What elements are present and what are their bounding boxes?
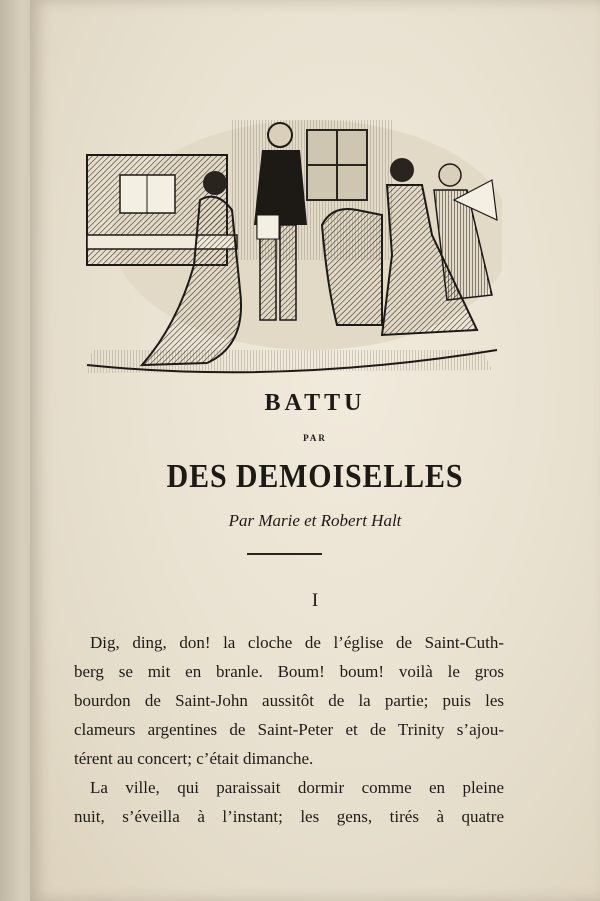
author-line: Par Marie et Robert Halt [228,511,402,530]
text-line: bourdon de Saint-John aussitôt de la partie; puis les [74,691,504,710]
paragraph-1 [74,628,504,773]
title-main: DES DEMOISELLES [166,458,464,495]
body-text [74,628,504,831]
text-line: térent au concert; c’était dimanche. [74,749,314,768]
text-line: La ville, qui paraissait dormir comme en pleine [90,778,504,797]
title-top: BATTU [264,390,366,416]
chapter-number: I [311,590,319,611]
text-line: Dig, ding, don! la cloche de l’église de Saint-Cuth- [90,633,504,652]
title-divider [247,553,322,555]
text-line: clameurs argentines de Saint-Peter et de Trinity s’ajou- [74,720,504,739]
book-page [30,0,600,901]
title-connector: PAR [303,433,327,443]
engraving-illustration [82,115,502,377]
paragraph-2 [74,773,504,831]
text-line: berg se mit en branle. Boum! boum! voilà le gros [74,662,504,681]
text-line: nuit, s’éveilla à l’instant; les gens, tirés à quatre [74,807,504,826]
